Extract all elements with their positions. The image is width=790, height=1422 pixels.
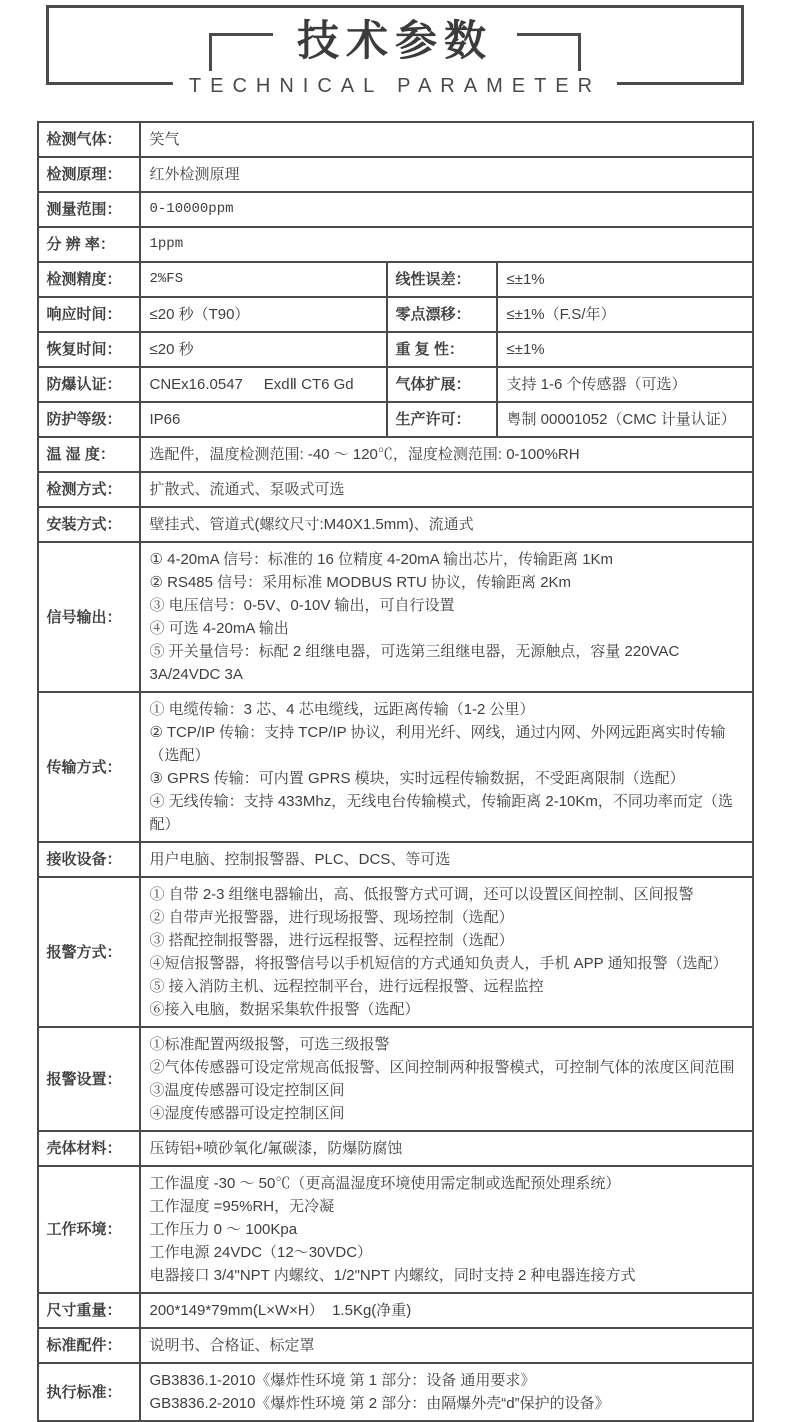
- param-value: ≤20 秒（T90）: [139, 298, 386, 331]
- param-value-line: ② 自带声光报警器，进行现场报警、现场控制（选配）: [149, 909, 514, 926]
- param-label: 重 复 性：: [386, 333, 496, 366]
- param-label: 生产许可：: [386, 403, 496, 436]
- param-value: 压铸铝+喷砂氧化/氟碳漆，防爆防腐蚀: [139, 1132, 752, 1165]
- param-value-line: ① 4-20mA 信号：标准的 16 位精度 4-20mA 输出芯片，传输距离 1Km: [149, 551, 614, 568]
- param-value-line: 工作压力 0 ～ 100Kpa: [149, 1221, 298, 1238]
- param-value-line: ① 电缆传输：3 芯、4 芯电缆线，远距离传输（1-2 公里）: [149, 701, 535, 718]
- param-value: 选配件，温度检测范围: -40 ～ 120℃，湿度检测范围: 0-100%RH: [139, 438, 752, 471]
- table-row: [39, 331, 752, 366]
- table-row: [39, 506, 752, 541]
- param-label: 防护等级：: [46, 411, 122, 428]
- table-row: [39, 1327, 752, 1362]
- param-label: 标准配件：: [46, 1337, 122, 1354]
- param-label: 信号输出：: [46, 608, 122, 626]
- param-value-line: ⑤ 开关量信号：标配 2 组继电器，可选第三组继电器，无源触点，容量 220VAC 3A/24VDC 3A: [149, 643, 684, 683]
- param-value-multiline: [139, 878, 752, 1026]
- table-row: [39, 366, 752, 401]
- param-value-line: ⑤ 接入消防主机、远程控制平台，进行远程报警、远程监控: [149, 978, 544, 995]
- table-row: [39, 876, 752, 1026]
- param-label: 尺寸重量：: [46, 1302, 122, 1319]
- table-row: [39, 1130, 752, 1165]
- param-value-line: ④湿度传感器可设定控制区间: [149, 1105, 345, 1122]
- param-value-line: ④短信报警器，将报警信号以手机短信的方式通知负责人，手机 APP 通知报警（选配）: [149, 955, 728, 972]
- param-value-multiline: [139, 543, 752, 691]
- param-value-line: ① 自带 2-3 组继电器输出，高、低报警方式可调，还可以设置区间控制、区间报警: [149, 886, 694, 903]
- param-value-line: ④ 可选 4-20mA 输出: [149, 620, 289, 637]
- param-value: IP66: [139, 403, 386, 436]
- param-label: 气体扩展：: [386, 368, 496, 401]
- param-value-line: GB3836.2-2010《爆炸性环境 第 2 部分：由隔爆外壳“d”保护的设备》: [149, 1395, 610, 1412]
- param-value-line: ④ 无线传输：支持 433Mhz，无线电台传输模式，传输距离 2-10Km，不同功率而定（选配）: [149, 793, 733, 833]
- param-value-line: ③ GPRS 传输：可内置 GPRS 模块，实时远程传输数据，不受距离限制（选配）: [149, 770, 685, 787]
- table-row: [39, 1165, 752, 1292]
- param-value: ≤±1%: [496, 263, 752, 296]
- param-value-multiline: [139, 693, 752, 841]
- table-row: [39, 841, 752, 876]
- param-value-line: ⑥接入电脑，数据采集软件报警（选配）: [149, 1001, 420, 1018]
- param-value: 0-10000ppm: [139, 193, 752, 226]
- table-row: [39, 1362, 752, 1420]
- param-label: 安装方式：: [46, 516, 122, 533]
- table-row: [39, 436, 752, 471]
- param-label: 线性误差：: [386, 263, 496, 296]
- param-value: 支持 1-6 个传感器（可选）: [496, 368, 752, 401]
- param-label: 报警方式：: [46, 943, 122, 961]
- param-value-line: ③ 搭配控制报警器，进行远程报警、远程控制（选配）: [149, 932, 514, 949]
- param-value-line: ③ 电压信号：0-5V、0-10V 输出，可自行设置: [149, 597, 455, 614]
- param-label: 温 湿 度：: [46, 446, 115, 463]
- param-value-line: 电器接口 3/4"NPT 内螺纹、1/2"NPT 内螺纹，同时支持 2 种电器连接方式: [149, 1267, 636, 1284]
- param-label: 壳体材料：: [46, 1140, 122, 1157]
- param-label: 零点漂移：: [386, 298, 496, 331]
- param-label: 接收设备：: [46, 851, 122, 868]
- corner-bracket-right-icon: [517, 33, 581, 71]
- param-label: 报警设置：: [46, 1070, 122, 1088]
- param-value: ≤20 秒: [139, 333, 386, 366]
- param-value: CNEx16.0547 ExdⅡ CT6 Gd: [139, 368, 386, 401]
- table-row: [39, 123, 752, 156]
- param-label: 测量范围：: [46, 201, 122, 218]
- param-label: 工作环境：: [46, 1221, 122, 1238]
- param-value: 2%FS: [139, 263, 386, 296]
- param-value: 笑气: [139, 123, 752, 156]
- table-row: [39, 1026, 752, 1130]
- param-label: 分 辨 率：: [46, 236, 115, 253]
- param-value-line: ①标准配置两级报警，可选三级报警: [149, 1036, 390, 1053]
- param-value-multiline: [139, 1167, 752, 1292]
- table-row: [39, 226, 752, 261]
- param-label: 恢复时间：: [46, 341, 122, 358]
- table-row: [39, 471, 752, 506]
- param-value-line: GB3836.1-2010《爆炸性环境 第 1 部分：设备 通用要求》: [149, 1372, 536, 1389]
- table-row: [39, 261, 752, 296]
- table-row: [39, 191, 752, 226]
- param-value-line: 工作温度 -30 ～ 50℃（更高温湿度环境使用需定制或选配预处理系统）: [149, 1175, 621, 1192]
- param-value-line: 工作湿度 =95%RH，无冷凝: [149, 1198, 335, 1215]
- page-subtitle: TECHNICAL PARAMETER: [173, 75, 617, 98]
- param-value: 粤制 00001052（CMC 计量认证）: [496, 403, 752, 436]
- param-label: 检测方式：: [46, 481, 122, 498]
- table-row: [39, 1292, 752, 1327]
- param-label: 检测精度：: [46, 271, 122, 288]
- page-title: 技术参数: [296, 17, 493, 64]
- param-value: ≤±1%: [496, 333, 752, 366]
- param-value: 说明书、合格证、标定罩: [139, 1329, 752, 1362]
- header-banner: [46, 5, 744, 97]
- param-value: 200*149*79mm(L×W×H） 1.5Kg(净重): [139, 1294, 752, 1327]
- param-label: 防爆认证：: [46, 376, 122, 393]
- table-row: [39, 691, 752, 841]
- param-label: 检测气体：: [46, 131, 122, 148]
- param-value-line: ② RS485 信号：采用标准 MODBUS RTU 协议，传输距离 2Km: [149, 574, 572, 591]
- param-value-multiline: [139, 1364, 752, 1420]
- param-value-line: ③温度传感器可设定控制区间: [149, 1082, 345, 1099]
- table-row: [39, 401, 752, 436]
- param-label: 响应时间：: [46, 306, 122, 323]
- param-value-line: ② TCP/IP 传输：支持 TCP/IP 协议，利用光纤、网线，通过内网、外网远距离实时传输（选配）: [149, 724, 726, 764]
- param-value: 用户电脑、控制报警器、PLC、DCS、等可选: [139, 843, 752, 876]
- param-value: 红外检测原理: [139, 158, 752, 191]
- param-value-line: 工作电源 24VDC（12～30VDC）: [149, 1244, 373, 1261]
- corner-bracket-left-icon: [209, 33, 273, 71]
- title-row: [49, 14, 741, 71]
- param-label: 传输方式：: [46, 758, 122, 776]
- param-label: 检测原理：: [46, 166, 122, 183]
- param-label: 执行标准：: [46, 1383, 122, 1401]
- param-value: 1ppm: [139, 228, 752, 261]
- param-value: 扩散式、流通式、泵吸式可选: [139, 473, 752, 506]
- param-value-line: ②气体传感器可设定常规高低报警、区间控制两种报警模式，可控制气体的浓度区间范围: [149, 1059, 735, 1076]
- param-value: 壁挂式、管道式(螺纹尺寸:M40X1.5mm)、流通式: [139, 508, 752, 541]
- table-row: [39, 156, 752, 191]
- param-value-multiline: [139, 1028, 752, 1130]
- technical-parameter-table: [37, 121, 754, 1422]
- table-row: [39, 296, 752, 331]
- param-value: ≤±1%（F.S/年）: [496, 298, 752, 331]
- table-row: [39, 541, 752, 691]
